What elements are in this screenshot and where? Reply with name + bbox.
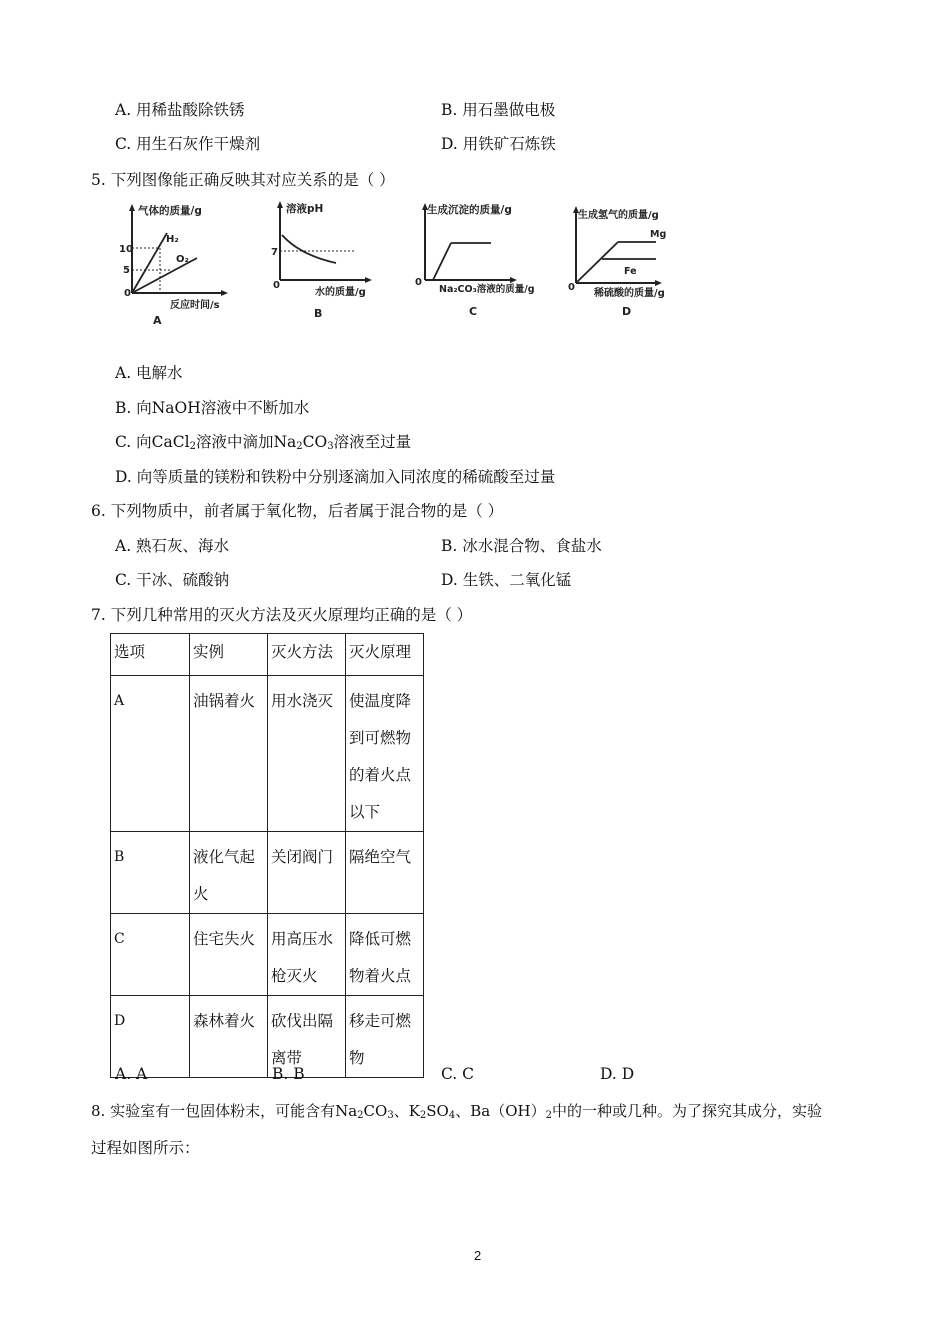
question-6-stem: 6. 下列物质中，前者属于氧化物，后者属于混合物的是（ ） — [91, 502, 504, 520]
q5-option-b: B. 向NaOH溶液中不断加水 — [115, 399, 310, 417]
table-header: 灭火原理 — [346, 634, 424, 676]
q7-option-b: B. B — [272, 1065, 305, 1083]
prev-option-a: A. 用稀盐酸除铁锈 — [115, 101, 245, 119]
graph-b-tick: 7 — [271, 247, 278, 258]
q7-option-a: A. A — [115, 1065, 148, 1083]
table-cell: 关闭阀门 — [268, 832, 346, 914]
graph-a-series-h2: H₂ — [166, 234, 179, 245]
graph-a — [112, 198, 262, 332]
q6-option-a: A. 熟石灰、海水 — [115, 537, 230, 555]
table-cell: D — [111, 996, 190, 1078]
q7-option-c: C. C — [441, 1065, 475, 1083]
q7-option-d: D. D — [600, 1065, 635, 1083]
graph-b — [260, 195, 380, 329]
table-cell: 液化气起火 — [190, 832, 268, 914]
table-header: 实例 — [190, 634, 268, 676]
graph-c-tick: 0 — [415, 277, 422, 288]
table-cell: 用高压水枪灭火 — [268, 914, 346, 996]
table-row — [111, 832, 424, 914]
graph-c-label: C — [469, 305, 478, 318]
q5-option-c: C. 向CaCl$_2$溶液中滴加$Na_2CO_3$溶液至过量 — [115, 433, 412, 452]
table-cell: 隔绝空气 — [346, 832, 424, 914]
table-cell: B — [111, 832, 190, 914]
graph-a-label: A — [153, 314, 162, 327]
table-cell: A — [111, 676, 190, 832]
graph-d-series-mg: Mg — [650, 229, 667, 240]
graph-d — [558, 198, 678, 332]
graph-c-xlabel: Na₂CO₃溶液的质量/g — [439, 284, 535, 295]
question-7-stem: 7. 下列几种常用的灭火方法及灭火原理均正确的是（ ） — [91, 606, 473, 624]
table-cell: 使温度降到可燃物的着火点以下 — [346, 676, 424, 832]
question-8-stem-line2: 过程如图所示： — [91, 1139, 200, 1157]
table-row — [111, 996, 424, 1078]
question-8-stem-line1: 8. 实验室有一包固体粉末，可能含有$Na_2CO_3$、$K_2SO_4$、$Ba(OH)_2$中的一种或几种。为了探究其成分，实验 — [91, 1102, 822, 1121]
page-number: 2 — [474, 1248, 482, 1263]
table-cell: 油锅着火 — [190, 676, 268, 832]
q6-option-b: B. 冰水混合物、食盐水 — [441, 537, 602, 555]
graph-a-xlabel: 反应时间/s — [170, 300, 220, 311]
graph-b-tick: 0 — [273, 280, 280, 291]
graph-a-tick: 0 — [124, 288, 131, 299]
q5-option-d: D. 向等质量的镁粉和铁粉中分别逐滴加入同浓度的稀硫酸至过量 — [115, 468, 556, 486]
q6-option-c: C. 干冰、硫酸钠 — [115, 571, 230, 589]
table-cell: C — [111, 914, 190, 996]
graph-a-series-o2: O₂ — [176, 254, 189, 265]
prev-option-b: B. 用石墨做电极 — [441, 101, 556, 119]
table-cell: 用水浇灭 — [268, 676, 346, 832]
table-cell: 砍伐出隔离带 — [268, 996, 346, 1078]
graph-a-tick: 10 — [119, 244, 133, 255]
prev-option-d: D. 用铁矿石炼铁 — [441, 135, 556, 153]
graph-c-ylabel: 生成沉淀的质量/g — [427, 204, 512, 216]
table-cell: 住宅失火 — [190, 914, 268, 996]
table-cell: 移走可燃物 — [346, 996, 424, 1078]
graph-d-ylabel: 生成氢气的质量/g — [578, 210, 659, 221]
graph-d-xlabel: 稀硫酸的质量/g — [594, 288, 665, 299]
graph-b-ylabel: 溶液pH — [286, 203, 324, 215]
fire-table — [110, 633, 424, 1078]
question-5-stem: 5. 下列图像能正确反映其对应关系的是（ ） — [91, 171, 395, 189]
table-cell: 降低可燃物着火点 — [346, 914, 424, 996]
table-header: 选项 — [111, 634, 190, 676]
graph-d-series-fe: Fe — [624, 266, 637, 277]
graph-b-xlabel: 水的质量/g — [315, 287, 366, 298]
graph-a-ylabel: 气体的质量/g — [138, 205, 202, 217]
graph-c — [405, 195, 555, 329]
table-header-row — [111, 634, 424, 676]
table-cell: 森林着火 — [190, 996, 268, 1078]
graph-b-label: B — [314, 307, 323, 320]
q5-option-a: A. 电解水 — [115, 364, 183, 382]
table-header: 灭火方法 — [268, 634, 346, 676]
table-row — [111, 914, 424, 996]
graph-a-tick: 5 — [123, 265, 130, 276]
graph-d-tick: 0 — [568, 282, 575, 293]
prev-option-c: C. 用生石灰作干燥剂 — [115, 135, 261, 153]
graph-d-label: D — [622, 305, 632, 318]
table-row — [111, 676, 424, 832]
q6-option-d: D. 生铁、二氧化锰 — [441, 571, 572, 589]
